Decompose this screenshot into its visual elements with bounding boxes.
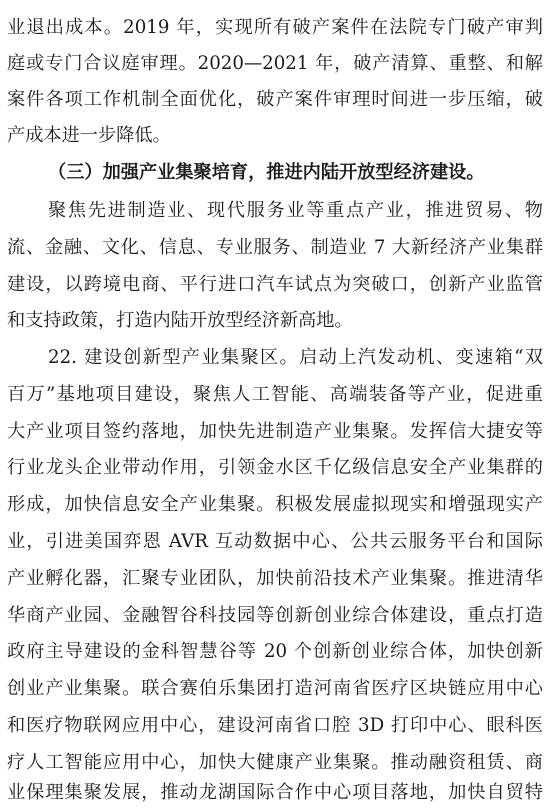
section-heading: （三）加强产业集聚培育，推进内陆开放型经济建设。 bbox=[48, 162, 485, 183]
paragraph-line: 22. 建设创新型产业集聚区。启动上汽发动机、变速箱“双 bbox=[48, 347, 543, 368]
paragraph-line: 政府主导建设的金科智慧谷等 20 个创新创业综合体，加快创新 bbox=[7, 641, 543, 662]
paragraph-line: 庭或专门合议庭审理。2020—2021 年，破产清算、重整、和解 bbox=[7, 53, 543, 74]
paragraph-line: 创业产业集聚。联合赛伯乐集团打造河南省医疗区块链应用中心 bbox=[7, 678, 543, 699]
paragraph-line: 流、金融、文化、信息、专业服务、制造业 7 大新经济产业集群 bbox=[7, 237, 543, 258]
paragraph-line: 华商产业园、金融智谷科技园等创新创业综合体建设，重点打造 bbox=[7, 605, 543, 626]
paragraph-line: 产业孵化器，汇聚专业团队，加快前沿技术产业集聚。推进清华 bbox=[7, 568, 543, 589]
paragraph-line: 和支持政策，打造内陆开放型经济新高地。 bbox=[7, 310, 353, 331]
paragraph-line: 建设，以跨境电商、平行进口汽车试点为突破口，创新产业监管 bbox=[7, 274, 543, 295]
paragraph-line: 大产业项目签约落地，加快先进制造产业集聚。发挥信大捷安等 bbox=[7, 421, 543, 442]
paragraph-line: 和医疗物联网应用中心，建设河南省口腔 3D 打印中心、眼科医 bbox=[7, 715, 543, 736]
paragraph-line: 聚焦先进制造业、现代服务业等重点产业，推进贸易、物 bbox=[48, 200, 543, 221]
paragraph-line: 百万”基地项目建设，聚焦人工智能、高端装备等产业，促进重 bbox=[7, 384, 543, 405]
paragraph-line: 行业龙头企业带动作用，引领金水区千亿级信息安全产业集群的 bbox=[7, 457, 543, 478]
paragraph-line: 业，引进美国弈恩 AVR 互动数据中心、公共云服务平台和国际 bbox=[7, 531, 543, 552]
paragraph-line: 产成本进一步降低。 bbox=[7, 125, 171, 146]
paragraph-line: 业保理集聚发展，推动龙湖国际合作中心项目落地，加快自贸特 bbox=[7, 782, 543, 803]
paragraph-line: 形成，加快信息安全产业集聚。积极发展虚拟现实和增强现实产 bbox=[7, 494, 543, 515]
paragraph-line: 业退出成本。2019 年，实现所有破产案件在法院专门破产审判 bbox=[7, 17, 543, 38]
paragraph-line: 案件各项工作机制全面优化，破产案件审理时间进一步压缩，破 bbox=[7, 89, 543, 110]
paragraph-line: 疗人工智能应用中心，加快大健康产业集聚。推动融资租赁、商 bbox=[7, 752, 543, 773]
